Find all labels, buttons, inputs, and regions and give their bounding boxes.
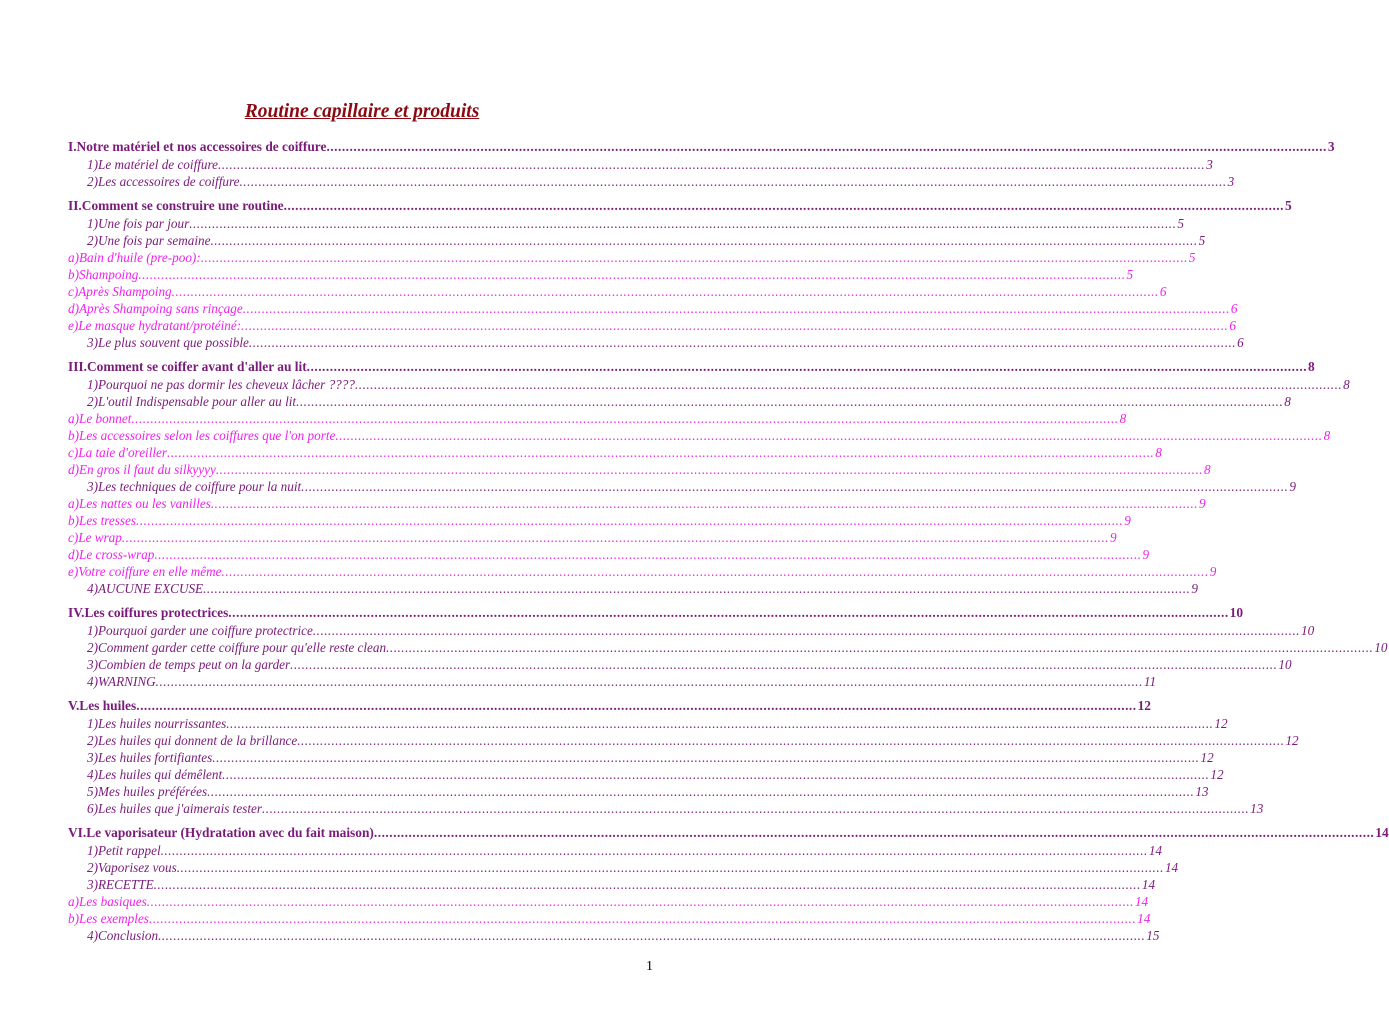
toc-entry-page: 9 <box>1209 564 1217 579</box>
toc-entry-page: 8 <box>1204 462 1211 477</box>
toc-leader-dots: .................................................................................................................................................................................................................................................................... <box>153 877 1141 892</box>
toc-leader-dots: .................................................................................................................................................................................................................................................................... <box>155 674 1143 689</box>
toc-entry-page: 14 <box>1134 894 1149 909</box>
toc-entry-section[interactable] <box>68 824 1389 842</box>
toc-leader-dots: .................................................................................................................................................................................................................................................................... <box>203 581 1191 596</box>
toc-entry-title: 2)L'outil Indispensable pour aller au lit <box>87 394 297 409</box>
toc-entry-lettered[interactable] <box>68 563 1217 580</box>
toc-leader-dots: .................................................................................................................................................................................................................................................................... <box>138 267 1126 282</box>
toc-entry-title: 2)Les accessoires de coiffure <box>87 174 240 189</box>
toc-entry-title: e)Votre coiffure en elle même <box>68 564 222 579</box>
toc-leader-dots: .................................................................................................................................................................................................................................................................... <box>226 716 1214 731</box>
toc-entry-lettered[interactable] <box>68 249 1196 266</box>
toc-entry-lettered[interactable] <box>68 495 1206 512</box>
toc-leader-dots: .................................................................................................................................................................................................................................................................... <box>221 564 1209 579</box>
toc-entry-page: 8 <box>1155 445 1162 460</box>
toc-leader-dots: .................................................................................................................................................................................................................................................................... <box>215 462 1204 477</box>
toc-entry-title: b)Shampoing <box>68 267 139 282</box>
toc-entry-sub[interactable] <box>68 715 1228 732</box>
toc-entry-title: 3)Combien de temps peut on la garder <box>87 657 291 672</box>
toc-leader-dots: .................................................................................................................................................................................................................................................................... <box>241 318 1229 333</box>
toc-entry-title: c)Après Shampoing <box>68 284 172 299</box>
toc-entry-title: d)Le cross-wrap <box>68 547 155 562</box>
toc-entry-page: 6 <box>1237 335 1244 350</box>
toc-entry-lettered[interactable] <box>68 546 1150 563</box>
toc-entry-sub[interactable] <box>68 876 1156 893</box>
toc-entry-page: 3 <box>1227 174 1235 189</box>
toc-leader-dots: .................................................................................................................................................................................................................................................................... <box>373 825 1375 840</box>
toc-entry-page: 5 <box>1126 267 1134 282</box>
toc-entry-title: c)Le wrap <box>68 530 122 545</box>
toc-entry-page: 14 <box>1148 843 1162 858</box>
toc-entry-title: V.Les huiles <box>68 698 137 713</box>
toc-leader-dots: .................................................................................................................................................................................................................................................................... <box>136 513 1124 528</box>
toc-entry-title: b)Les accessoires selon les coiffures que l'on porte <box>68 428 336 443</box>
toc-leader-dots: .................................................................................................................................................................................................................................................................... <box>167 445 1155 460</box>
toc-entry-title: b)Les exemples <box>68 911 149 926</box>
toc-entry-page: 14 <box>1137 911 1151 926</box>
toc-entry-title: 3)Le plus souvent que possible <box>87 335 249 350</box>
toc-entry-section[interactable] <box>68 138 1335 156</box>
toc-entry-page: 9 <box>1199 496 1206 511</box>
toc-leader-dots: .................................................................................................................................................................................................................................................................... <box>248 335 1237 350</box>
toc-entry-title: VI.Le vaporisateur (Hydratation avec du fait maison) <box>68 825 374 840</box>
document-title: Routine capillaire et produits <box>244 101 480 122</box>
toc-entry-title: 2)Comment garder cette coiffure pour qu'elle reste clean <box>87 640 387 655</box>
toc-entry-page: 12 <box>1200 750 1214 765</box>
toc-leader-dots: .................................................................................................................................................................................................................................................................... <box>200 250 1188 265</box>
toc-entry-page: 8 <box>1308 359 1315 374</box>
toc-entry-page: 5 <box>1188 250 1196 265</box>
page-number: 1 <box>646 959 653 974</box>
toc-leader-dots: .................................................................................................................................................................................................................................................................... <box>146 894 1134 909</box>
toc-entry-title: d)En gros il faut du silkyyyy <box>68 462 216 477</box>
toc-leader-dots: .................................................................................................................................................................................................................................................................... <box>131 411 1119 426</box>
table-of-contents <box>68 138 1389 944</box>
toc-entry-page: 3 <box>1206 157 1213 172</box>
toc-entry-title: b)Les tresses <box>68 513 137 528</box>
toc-entry-lettered[interactable] <box>68 317 1236 334</box>
toc-entry-lettered[interactable] <box>68 893 1149 910</box>
toc-leader-dots: .................................................................................................................................................................................................................................................................... <box>160 843 1148 858</box>
toc-entry-sub[interactable] <box>68 859 1179 876</box>
toc-entry-sub[interactable] <box>68 376 1350 393</box>
toc-entry-sub[interactable] <box>68 927 1160 944</box>
toc-entry-title: a)Les nattes ou les vanilles <box>68 496 211 511</box>
toc-leader-dots: .................................................................................................................................................................................................................................................................... <box>296 394 1284 409</box>
toc-entry-section[interactable] <box>68 697 1151 715</box>
toc-entry-page: 6 <box>1159 284 1167 299</box>
toc-entry-title: 3)Les huiles fortifiantes <box>87 750 213 765</box>
toc-leader-dots: .................................................................................................................................................................................................................................................................... <box>326 139 1327 154</box>
toc-entry-lettered[interactable] <box>68 529 1117 546</box>
toc-leader-dots: .................................................................................................................................................................................................................................................................... <box>154 547 1142 562</box>
toc-entry-title: 1)Les huiles nourrissantes <box>87 716 227 731</box>
toc-entry-title: II.Comment se construire une routine <box>68 198 284 213</box>
toc-entry-section[interactable] <box>68 197 1292 215</box>
toc-leader-dots: .................................................................................................................................................................................................................................................................... <box>222 767 1210 782</box>
toc-leader-dots: .................................................................................................................................................................................................................................................................... <box>301 479 1289 494</box>
toc-entry-page: 8 <box>1343 377 1350 392</box>
toc-entry-sub[interactable] <box>68 732 1299 749</box>
toc-entry-sub[interactable] <box>68 783 1209 800</box>
toc-leader-dots: .................................................................................................................................................................................................................................................................... <box>210 233 1198 248</box>
toc-leader-dots: .................................................................................................................................................................................................................................................................... <box>136 698 1137 713</box>
toc-entry-page: 6 <box>1230 301 1238 316</box>
toc-entry-page: 12 <box>1214 716 1228 731</box>
toc-entry-page: 10 <box>1229 605 1244 620</box>
toc-entry-title: 2)Une fois par semaine <box>87 233 211 248</box>
toc-entry-lettered[interactable] <box>68 300 1238 317</box>
toc-entry-title: 1)Pourquoi ne pas dormir les cheveux lâcher ???? <box>87 377 355 392</box>
toc-entry-sub[interactable] <box>68 842 1162 859</box>
toc-entry-sub[interactable] <box>68 173 1235 190</box>
toc-entry-title: 4)Les huiles qui démêlent <box>87 767 223 782</box>
toc-entry-title: III.Comment se coiffer avant d'aller au lit <box>68 359 307 374</box>
toc-entry-title: 4)AUCUNE EXCUSE <box>87 581 204 596</box>
toc-leader-dots: .................................................................................................................................................................................................................................................................... <box>158 928 1146 943</box>
toc-entry-page: 9 <box>1289 479 1296 494</box>
toc-entry-page: 5 <box>1177 216 1184 231</box>
toc-leader-dots: .................................................................................................................................................................................................................................................................... <box>283 198 1284 213</box>
toc-entry-page: 5 <box>1285 198 1292 213</box>
toc-leader-dots: .................................................................................................................................................................................................................................................................... <box>212 750 1200 765</box>
toc-leader-dots: .................................................................................................................................................................................................................................................................... <box>207 784 1195 799</box>
toc-leader-dots: .................................................................................................................................................................................................................................................................... <box>335 428 1323 443</box>
toc-entry-sub[interactable] <box>68 580 1198 597</box>
toc-leader-dots: .................................................................................................................................................................................................................................................................... <box>171 284 1159 299</box>
toc-entry-page: 14 <box>1164 860 1179 875</box>
toc-entry-page: 6 <box>1229 318 1236 333</box>
toc-entry-title: c)La taie d'oreiller <box>68 445 168 460</box>
toc-leader-dots: .................................................................................................................................................................................................................................................................... <box>228 605 1229 620</box>
toc-leader-dots: .................................................................................................................................................................................................................................................................... <box>239 174 1227 189</box>
toc-entry-page: 13 <box>1195 784 1209 799</box>
toc-entry-page: 12 <box>1285 733 1299 748</box>
toc-entry-title: 1)Petit rappel <box>87 843 161 858</box>
toc-leader-dots: .................................................................................................................................................................................................................................................................... <box>306 359 1308 374</box>
toc-entry-page: 13 <box>1250 801 1264 816</box>
toc-entry-title: a)Les basiques <box>68 894 147 909</box>
toc-leader-dots: .................................................................................................................................................................................................................................................................... <box>218 157 1206 172</box>
toc-entry-lettered[interactable] <box>68 266 1134 283</box>
toc-entry-title: d)Après Shampoing sans rinçage <box>68 301 243 316</box>
toc-entry-title: 5)Mes huiles préférées <box>87 784 208 799</box>
toc-leader-dots: .................................................................................................................................................................................................................................................................... <box>312 623 1301 638</box>
toc-entry-sub[interactable] <box>68 334 1244 351</box>
toc-entry-page: 15 <box>1146 928 1160 943</box>
toc-entry-lettered[interactable] <box>68 512 1131 529</box>
toc-entry-sub[interactable] <box>68 766 1224 783</box>
toc-entry-title: 1)Pourquoi garder une coiffure protectrice <box>87 623 313 638</box>
toc-entry-title: a)Bain d'huile (pre-poo): <box>68 250 201 265</box>
toc-leader-dots: .................................................................................................................................................................................................................................................................... <box>261 801 1250 816</box>
toc-entry-page: 8 <box>1284 394 1291 409</box>
toc-leader-dots: .................................................................................................................................................................................................................................................................... <box>242 301 1230 316</box>
toc-entry-page: 3 <box>1327 139 1335 154</box>
toc-entry-sub[interactable] <box>68 478 1296 495</box>
toc-leader-dots: .................................................................................................................................................................................................................................................................... <box>121 530 1110 545</box>
toc-entry-title: a)Le bonnet <box>68 411 132 426</box>
toc-entry-sub[interactable] <box>68 232 1206 249</box>
toc-entry-title: 4)WARNING <box>87 674 156 689</box>
toc-entry-lettered[interactable] <box>68 444 1162 461</box>
toc-leader-dots: .................................................................................................................................................................................................................................................................... <box>148 911 1137 926</box>
toc-entry-title: 2)Les huiles qui donnent de la brillance <box>87 733 298 748</box>
toc-entry-title: 2)Vaporisez vous <box>87 860 177 875</box>
toc-entry-lettered[interactable] <box>68 461 1211 478</box>
toc-entry-title: 6)Les huiles que j'aimerais tester <box>87 801 262 816</box>
toc-leader-dots: .................................................................................................................................................................................................................................................................... <box>210 496 1199 511</box>
toc-entry-page: 10 <box>1278 657 1292 672</box>
toc-entry-sub[interactable] <box>68 215 1184 232</box>
toc-leader-dots: .................................................................................................................................................................................................................................................................... <box>290 657 1278 672</box>
toc-entry-page: 14 <box>1375 825 1389 840</box>
toc-entry-sub[interactable] <box>68 622 1315 639</box>
toc-entry-sub[interactable] <box>68 673 1157 690</box>
toc-entry-sub[interactable] <box>68 656 1292 673</box>
toc-entry-page: 9 <box>1191 581 1198 596</box>
toc-entry-title: 4)Conclusion <box>87 928 159 943</box>
toc-entry-page: 8 <box>1119 411 1127 426</box>
toc-entry-lettered[interactable] <box>68 410 1127 427</box>
toc-entry-sub[interactable] <box>68 156 1213 173</box>
toc-entry-title: I.Notre matériel et nos accessoires de coiffure <box>68 139 327 154</box>
toc-entry-title: IV.Les coiffures protectrices <box>68 605 229 620</box>
toc-entry-lettered[interactable] <box>68 910 1151 927</box>
toc-entry-title: 1)Une fois par jour <box>87 216 190 231</box>
toc-leader-dots: .................................................................................................................................................................................................................................................................... <box>386 640 1374 655</box>
toc-entry-title: 3)RECETTE <box>87 877 154 892</box>
toc-entry-page: 10 <box>1374 640 1388 655</box>
toc-entry-page: 9 <box>1110 530 1117 545</box>
toc-entry-page: 11 <box>1143 674 1157 689</box>
toc-entry-page: 12 <box>1137 698 1151 713</box>
toc-entry-section[interactable] <box>68 358 1315 376</box>
toc-entry-title: 1)Le matériel de coiffure <box>87 157 218 172</box>
toc-entry-lettered[interactable] <box>68 427 1331 444</box>
toc-leader-dots: .................................................................................................................................................................................................................................................................... <box>354 377 1343 392</box>
toc-entry-section[interactable] <box>68 604 1244 622</box>
toc-entry-title: 3)Les techniques de coiffure pour la nuit <box>87 479 302 494</box>
toc-entry-page: 14 <box>1141 877 1156 892</box>
toc-entry-page: 12 <box>1210 767 1224 782</box>
toc-entry-sub[interactable] <box>68 749 1214 766</box>
toc-entry-page: 9 <box>1124 513 1131 528</box>
toc-leader-dots: .................................................................................................................................................................................................................................................................... <box>176 860 1164 875</box>
toc-entry-page: 9 <box>1142 547 1150 562</box>
toc-entry-sub[interactable] <box>68 393 1291 410</box>
toc-leader-dots: .................................................................................................................................................................................................................................................................... <box>189 216 1177 231</box>
toc-entry-page: 8 <box>1323 428 1331 443</box>
toc-entry-title: e)Le masque hydratant/protéiné: <box>68 318 242 333</box>
toc-entry-sub[interactable] <box>68 800 1264 817</box>
toc-leader-dots: .................................................................................................................................................................................................................................................................... <box>297 733 1285 748</box>
toc-entry-lettered[interactable] <box>68 283 1167 300</box>
toc-entry-sub[interactable] <box>68 639 1388 656</box>
toc-entry-page: 10 <box>1301 623 1315 638</box>
toc-entry-page: 5 <box>1198 233 1206 248</box>
